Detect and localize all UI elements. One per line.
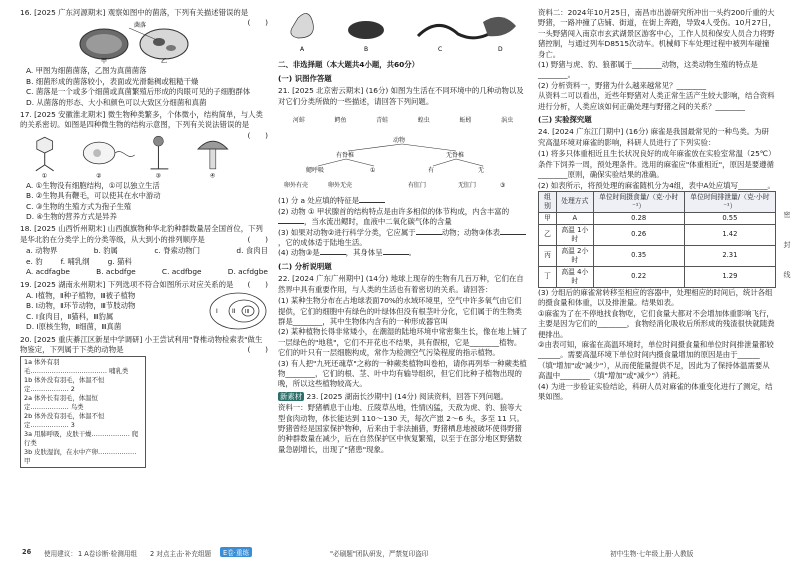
q24-sub: ②由表可知，麻雀在高温环境时，单位时间摄食量和单位时间排泄量都较______。需要高温环境下单位时间内摄食量增加的原因是由于______（填"增加"或"减少"），从而使能量提供不足，因此为了保持体温需要从高温中________（填"增加"或"减少"）消耗。 <box>538 339 774 381</box>
key-line: 2b 体外没有羽毛，体温不恒定……………… 3 <box>24 412 105 430</box>
question-stem: 21. [2025 北京密云期末] (16分) 如图为生活在不同环境中的几种动物以及对它们分类所做的一些描述，请回答下列问题。 <box>278 86 524 106</box>
question-24: 24. [2024 广东江门期中] (16分) 麻雀是我国最常见的一种鸟类。为研究高温环境对麻雀的影响，科研人员进行了下列实验： <box>538 127 769 147</box>
middle-column <box>278 8 528 455</box>
option: D. 从菌落的形态、大小和颜色可以大致区分细菌和真菌 <box>26 97 207 107</box>
option: D. ④生物的营养方式是异养 <box>26 212 117 222</box>
tree-root: 动物 <box>393 137 406 145</box>
question-stem: 19. [2025 湖南永州期末] 下列选项不符合如图所示对应关系的是 <box>20 279 234 289</box>
subsection-title: (一) 识图作答题 <box>278 73 332 83</box>
question-stem: 17. [2025 安徽淮北期末] 微生物种类繁多，个体微小，结构简单，与人类的关系密切。如图是四种微生物的结构示意图，下列有关说法错误的是 <box>20 110 263 130</box>
classification-tree <box>278 135 528 193</box>
q21-sub-2: (2) 动物 ① 甲状腺首的结构特点是由许多相似的体节构成，内含丰富的，当水流出鳃时，血液中二氧化碳气体的含量 <box>278 206 510 227</box>
option: A. ①生物没有细胞结构，①可以独立生活 <box>26 180 160 190</box>
colony-figure <box>20 20 247 64</box>
q22-line: (2) 某种植物长得非常矮小，在潮湿的陆地环境中常密集生长，像在地上铺了一层绿色的"地毯"，它们不开花也不结果，具有假根，它是________植物。它们的叶只有一层细胞构成，常作为检测空气污染程度的指示植物。 <box>278 327 528 358</box>
subsection-title: (三) 实验探究题 <box>538 115 592 125</box>
table-row: 丙 高温 2小时 0.35 2.31 <box>539 245 776 266</box>
question-21 <box>278 86 528 107</box>
q23-question: (1) 野猪与虎、豹、狼都属于________动物，这类动物生殖的特点是________。 <box>538 60 758 80</box>
option: B. Ⅰ动物，Ⅱ环节动物，Ⅲ节肢动物 <box>26 301 136 311</box>
item: g. 猫科 <box>107 256 132 266</box>
question-stem: 16. [2025 广东河源期末] 观察如图中的菌落，下列有关描述错误的是 <box>20 8 249 17</box>
animal-label: C <box>438 46 443 53</box>
fig-label-b: 乙 <box>160 58 167 65</box>
tree-node: 有脊椎 <box>336 152 355 160</box>
classification-items <box>26 246 268 256</box>
left-column <box>20 8 268 468</box>
question-stem: 18. [2025 山西忻州期末] 山西旗旗物种华北豹种群数量居全国首位，下列是华北豹在分类学上的分类等级，从大到小的排列顺序是 <box>20 224 263 244</box>
option: A. 甲图为细菌菌落，乙图为真菌菌落 <box>26 66 147 76</box>
page-footer <box>0 544 800 566</box>
classification-items <box>26 257 268 267</box>
data-table <box>538 191 776 288</box>
q24-sub: (2) 如表所示，将预处理的麻雀随机分为4组，表中A处应填写________。 <box>538 180 775 190</box>
table-row: 甲 A 0.28 0.55 <box>539 212 776 224</box>
q22-line: (1) 某种生物分布在占地球表面70%的水域环境里，空气中许多氧气由它们提供，它们的细胞中有绿色的叶绿体但没有根茎叶分化，它们属于的生物类群是________，其中生物体内含有的一种形成器官叫 <box>278 296 522 326</box>
tree-node: 无 <box>478 167 485 175</box>
option-row <box>26 267 268 277</box>
item: b. 豹属 <box>93 246 118 256</box>
table-row: 乙 高温 1小时 0.26 1.42 <box>539 224 776 245</box>
footer-center: "必刷题"团队研发，严禁复印盗印 <box>330 550 429 558</box>
microbe-label-3: ③ <box>155 172 161 179</box>
option: B. 细菌形成的菌落较小，表面或光滑黏稠或粗糙干燥 <box>26 76 199 86</box>
tree-leaf: 卵外有壳 <box>284 182 309 190</box>
option: D. acfdgbe <box>227 267 268 277</box>
option: A. acdfagbe <box>26 267 70 277</box>
tree-node: ① <box>370 167 376 175</box>
answer-bracket: ( ) <box>247 130 268 140</box>
microbe-structures-illustration <box>20 133 247 179</box>
animal-name: 蝗虫 <box>417 116 430 124</box>
dichotomous-key <box>20 356 146 468</box>
option: C. ③生物的生殖方式为孢子生殖 <box>26 201 132 211</box>
item: c. 脊索动物门 <box>154 246 201 256</box>
petri-dish-illustration <box>59 20 209 64</box>
right-column <box>538 8 776 402</box>
answer-bracket: ( ) <box>247 234 268 244</box>
animal-name: 青蛙 <box>376 116 389 124</box>
q20-body <box>20 356 268 468</box>
seal-mark: 封 <box>783 241 791 249</box>
table-header: 单位时间摄食量/（克·小时⁻¹） <box>593 191 684 212</box>
question-stem: 20. [2025 重庆綦江区新星中学调研] 小王尝试利用"脊椎动物检索表"做生物鉴定，下列属于下类的动物是 <box>20 334 263 354</box>
venn-label-2: II <box>232 307 236 315</box>
option: C. Ⅰ食肉目，Ⅱ猫科，Ⅲ豹属 <box>26 311 114 321</box>
key-line: 3a 用肺呼吸，皮肤干燥……………… 爬行类 <box>24 430 139 448</box>
question-19 <box>20 280 268 290</box>
q21-sub-3: (3) 如果对动物②进行科学分类，它应属于 动物；动物③体表，它的成体适于陆地生活。 <box>278 228 528 249</box>
item: f. 哺乳纲 <box>60 256 90 266</box>
option: C. acdfbge <box>161 267 202 277</box>
microbe-label-2: ② <box>96 172 102 179</box>
usage-tip: 1 A卷诊断·检测用组 <box>78 550 138 558</box>
subsection-title: (二) 分析说明题 <box>278 261 332 271</box>
tree-leaf: 卵外无壳 <box>328 182 353 190</box>
option: B. acbdfge <box>96 267 136 277</box>
tag-badge: E卷·重练 <box>220 547 252 557</box>
usage-hint: 使用建议： <box>44 550 77 558</box>
item: e. 豹 <box>26 256 43 266</box>
q19-options <box>20 291 208 333</box>
q21-animal-row <box>278 109 528 133</box>
animal-label: A <box>300 46 305 53</box>
option: D. Ⅰ原核生物，Ⅱ细菌，Ⅲ真菌 <box>26 322 122 332</box>
animal-label: B <box>364 46 369 53</box>
microbe-figure <box>20 133 247 179</box>
q23-question: 从资料二可以看出，近些年野猪对人类正常生活产生较大影响，结合资料进行分析，人类应该如何正确处理与野猪之间的关系？________ <box>538 91 775 111</box>
q24-chart-row <box>538 382 776 403</box>
question-20 <box>20 335 268 356</box>
item: d. 食肉目 <box>236 246 268 256</box>
table-header: 组别 <box>539 191 557 212</box>
question-16 <box>20 8 268 28</box>
table-header: 单位时间排泄量/（克·小时⁻¹） <box>684 191 775 212</box>
q20-animal-images <box>278 8 528 54</box>
tree-leaf: 有肛门 <box>408 182 427 190</box>
animal-name: 蚯蚓 <box>459 116 472 124</box>
animal-name: 河蚌 <box>292 116 305 124</box>
venn-label-3: III <box>245 308 250 315</box>
animal-label: D <box>498 46 503 53</box>
microbe-label-1: ① <box>41 172 48 179</box>
microbe-label-4: ④ <box>209 172 216 179</box>
q24-sub: (4) 为进一步验证实验结论，科研人员对麻雀的体重变化进行了测定，结果如图。 <box>538 381 773 401</box>
seal-mark: 密 <box>783 211 791 219</box>
fig-label-a: 甲 <box>100 58 107 65</box>
q21-sub-1: (1) 分 a 处应填的特征是 <box>278 196 528 206</box>
question-22: 22. [2024 广东广州期中] (14分) 地球上现存的生物有几百万种，它们在自然界中具有重要作用，与人类的生活也有着密切的关系。请回答： <box>278 274 524 294</box>
question-18 <box>20 224 268 245</box>
section-title: 二、非选择题（本大题共4小题，共60分） <box>278 60 420 70</box>
q19-body <box>20 291 268 333</box>
seal-line-marks <box>782 200 792 290</box>
answer-bracket: ( ) <box>247 279 268 289</box>
item: a. 动物界 <box>26 246 58 256</box>
option: B. ②生物具有鞭毛，可以使其在水中游动 <box>26 191 161 201</box>
tree-leaf: 无肛门 <box>458 182 477 190</box>
option: A. Ⅰ植物，Ⅱ种子植物，Ⅲ被子植物 <box>26 290 136 300</box>
fig-label-colony: 菌落 <box>133 22 146 30</box>
answer-bracket: ( ) <box>247 344 268 354</box>
page-number: 26 <box>22 548 32 556</box>
new-material-badge: 新素材 <box>280 391 303 401</box>
tree-node: 鳃呼吸 <box>306 167 325 175</box>
material-text-2: 资料二：2024年10月25日，南昌市出游研究所冲出一头约200斤重的大野猪，一路冲撞了店铺、街道，在街上奔跑，导致4人受伤。10月27日，一头野猪闯入南京市玄武湖景区游客中心，工作人员和保安人员合力将野猪控制，与通过列车D8515次动车。机械师下车处理过程中被列车碰撞身亡。 <box>538 8 776 59</box>
key-line: 1a 体外有羽毛……………………………… 哺乳类 <box>24 358 129 376</box>
key-line: 1b 体外没有羽毛，体温不恒定……………… 2 <box>24 376 105 394</box>
venn-diagram <box>208 291 268 331</box>
table-row: 丁 高温 4小时 0.22 1.29 <box>539 266 776 287</box>
question-17 <box>20 110 268 140</box>
key-line: 3b 皮肤湿润，在水中产卵……………… 甲 <box>24 448 137 466</box>
animal-name: 涡虫 <box>501 116 514 124</box>
tree-node: 有 <box>428 167 435 175</box>
usage-tip: 2 对点主击·补充组题 <box>150 550 212 558</box>
q21-sub-4: (4) 动物③是 ，其身体呈 。 <box>278 248 416 258</box>
q23-question: (2) 分析资料一，野猪为什么越来越常见？________ <box>538 80 707 90</box>
seal-mark: 线 <box>783 271 791 279</box>
q22-line: (3) 有人把"九死还魂草"之称的一种蕨类植物叫卷柏，请你再列举一种蕨类植物________，它们的根、茎、叶中均有输导组织，但它们比种子植物出现的晚，所以这些植物较高大。 <box>278 358 527 389</box>
question-23: 新素材 23. [2025 湖南长沙期中] (14分) 阅读资料，回答下列问题。 <box>280 391 508 401</box>
animal-name: 鳄鱼 <box>334 116 347 124</box>
tree-node: 无脊椎 <box>446 152 465 160</box>
tree-leaf: ③ <box>500 182 506 190</box>
footer-right: 初中生物·七年级上册·人教版 <box>610 550 694 558</box>
option: C. 菌落是一个或多个细菌或真菌繁殖后形成的肉眼可见的子细胞群体 <box>26 87 251 97</box>
material-text: 资料一：野猪栖息于山地、丘陵草丛地，性情凶猛，天敌为虎、豹、狼等大型食肉动物，体长能达到 110～130 天，每次产崽 2～6 头，多至 11 只。野猪曾经是国家保护物种，后来由于非法捕猎，野猪栖息地被破坏使得野猪的种群数量在减少，后在自然保护区中恢复繁殖，以至于在部分地区野猪数量急剧增长，出现了"猪患"现象。 <box>278 403 524 454</box>
answer-bracket: ( ) <box>247 18 268 28</box>
q24-sub: (3) 分组后的麻雀常转移至相应的容器中，处理相应的时间后，统计各组的摄食量和体重，以及排泄量。结果如表。 <box>538 287 773 308</box>
table-header: 处理方式 <box>557 191 594 212</box>
q24-sub: (1) 将多只体重相近且生长状况良好的成年麻雀放在实验室常温（25℃）条件下饲养一周，预处理条件。选用的麻雀应"体重相近"，原因是要遵循________原则，确保实验结果的准确。 <box>538 149 776 180</box>
q24-sub: ①麻雀为了在不停地找食物吃，它们食量大都对不会增加体重影响飞行，主要是因为它们的________，食物经消化吸收后所形成的残渣很快就随粪便排出。 <box>538 308 775 339</box>
venn-label-1: I <box>216 307 218 315</box>
key-line: 2a 体外长有羽毛，体温恒定……………… 鸟类 <box>24 394 98 412</box>
